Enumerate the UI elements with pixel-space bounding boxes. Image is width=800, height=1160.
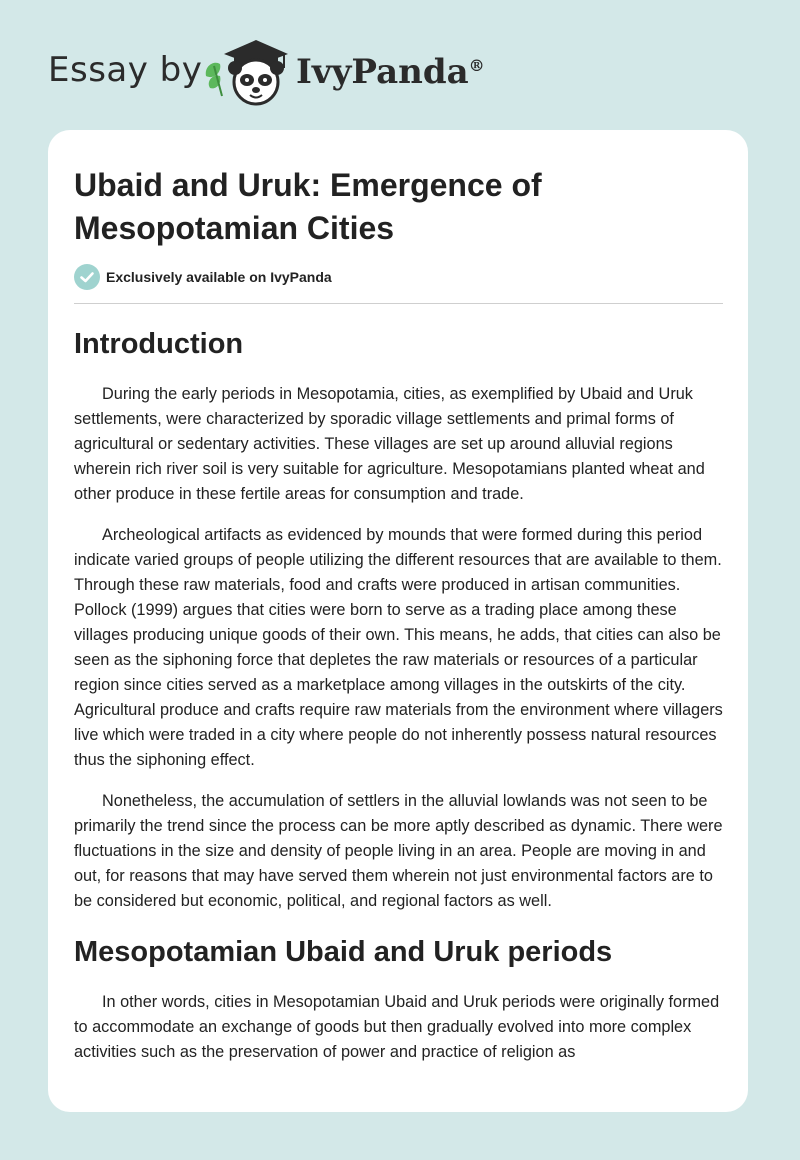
section-heading-introduction: Introduction: [74, 328, 244, 360]
essay-card: [48, 130, 748, 1112]
registered-mark: ®: [468, 56, 485, 75]
article-body: [74, 322, 726, 1065]
essay-by-label: Essay by: [48, 50, 203, 90]
badge-text: Exclusively available on IvyPanda: [106, 269, 332, 285]
paragraph: Nonetheless, the accumulation of settlers in the alluvial lowlands was not seen to be primarily the trend since the process can be more aptly described as dynamic. There were fluctuations in the size and density of people living in an area. People are moving in and out, for reasons that may have served them wherein not just environmental factors are to be considered but economic, political, and regional factors as well.: [74, 792, 723, 910]
paragraph: During the early periods in Mesopotamia, cities, as exemplified by Ubaid and Uruk settlements, were characterized by sporadic village settlements and primal forms of agricultural or sedentary activities. These villages are set up around alluvial regions wherein rich river soil is very suitable for agriculture. Mesopotamians planted wheat and other produce in these fertile areas for consumption and trade.: [74, 385, 705, 503]
paragraph: Archeological artifacts as evidenced by mounds that were formed during this period indicate varied groups of people utilizing the different resources that are available to them. Through these raw materials, food and crafts were produced in artisan communities. Pollock (1999) argues that cities were born to serve as a trading place among these villages producing unique goods of their own. This means, he adds, that cities can also be seen as the siphoning force that depletes the raw materials or resources of a particular region since cities served as a marketplace among villages in the outskirts of the city. Agricultural produce and crafts require raw materials from the environment where villagers live which were traded in a city where people do not inherently possess natural resources thus the siphoning effect.: [74, 526, 723, 769]
page-title: Ubaid and Uruk: Emergence of Mesopotamian Cities: [74, 167, 542, 246]
site-header: [0, 0, 800, 130]
section-heading-ubaid-uruk-periods: Mesopotamian Ubaid and Uruk periods: [74, 936, 613, 968]
brand-name[interactable]: IvyPanda®: [296, 52, 485, 92]
panda-graduate-logo-icon[interactable]: [200, 36, 292, 108]
paragraph: In other words, cities in Mesopotamian Ubaid and Uruk periods were originally formed to accommodate an exchange of goods but then gradually evolved into more complex activities such as the preservation of power and practice of religion as: [74, 993, 720, 1061]
check-circle-icon: [74, 264, 100, 290]
divider: [74, 303, 723, 304]
exclusive-badge: [74, 264, 332, 290]
